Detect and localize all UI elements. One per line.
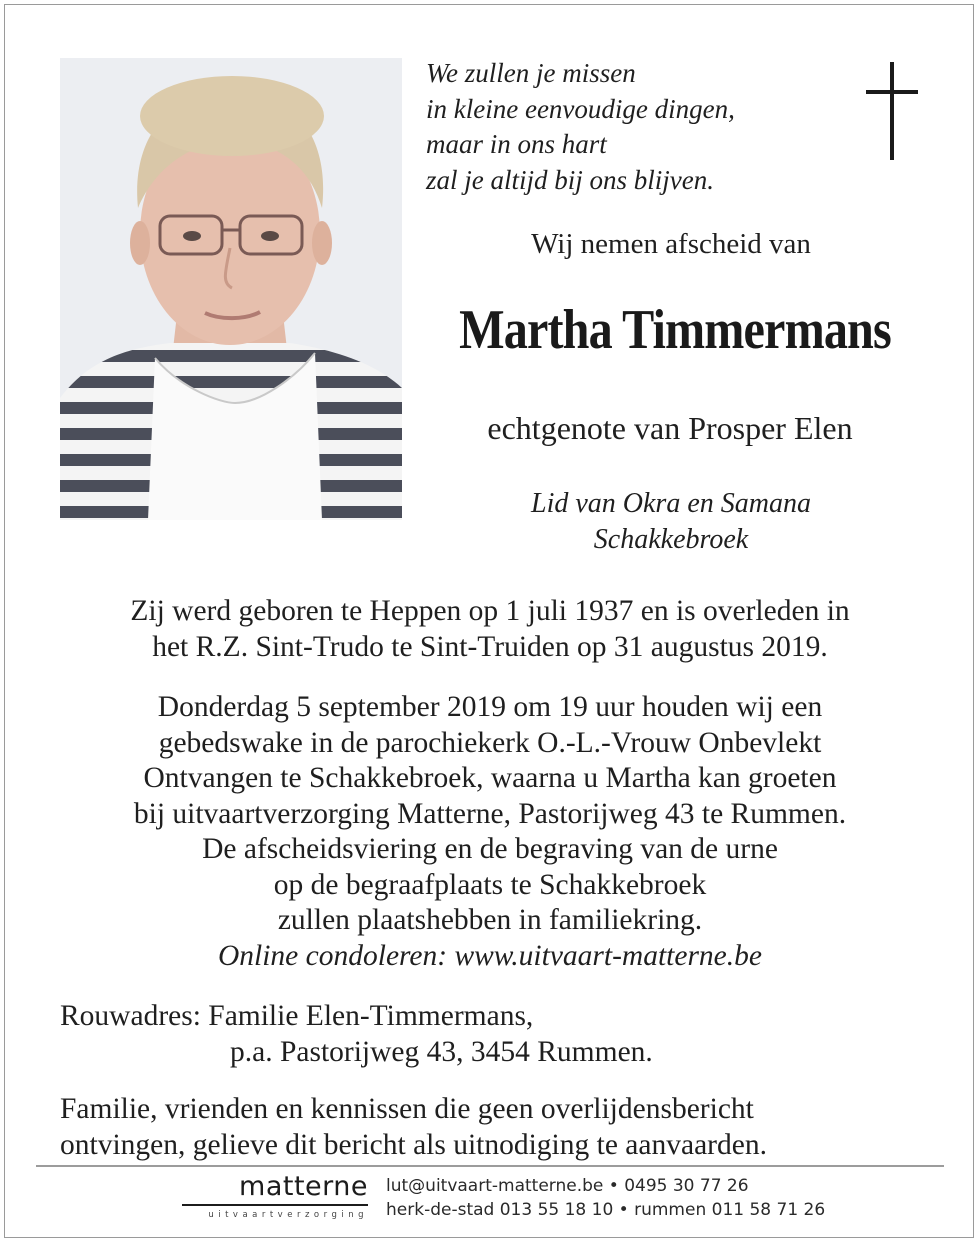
- portrait-illustration: [60, 58, 402, 520]
- cross-icon: [862, 62, 922, 160]
- paragraph-line: ontvingen, gelieve dit bericht als uitnodiging te aanvaarden.: [60, 1128, 767, 1161]
- poem-line: in kleine eenvoudige dingen,: [426, 93, 735, 124]
- closing-paragraph: [60, 1092, 767, 1163]
- membership-line: Lid van Okra en Samana: [531, 488, 811, 519]
- paragraph-line: Zij werd geboren te Heppen op 1 juli 1937 en is overleden in: [130, 595, 850, 627]
- poem-line: maar in ons hart: [426, 129, 607, 159]
- logo-subtitle: uitvaartverzorging: [208, 1210, 368, 1220]
- poem-line: zal je altijd bij ons blijven.: [426, 164, 714, 195]
- paragraph-line: Donderdag 5 september 2019 om 19 uur houden wij een: [157, 691, 823, 723]
- deceased-name: Martha Timmermans: [459, 299, 891, 361]
- paragraph-line: het R.Z. Sint-Trudo te Sint-Truiden op 31 augustus 2019.: [152, 630, 828, 663]
- contact-info: [386, 1174, 825, 1222]
- paragraph-line: gebedswake in de parochiekerk O.-L.-Vrouw Onbevlekt: [158, 726, 822, 759]
- membership-info: [426, 486, 916, 558]
- address-line: Rouwadres: Familie Elen-Timmermans,: [60, 1000, 534, 1032]
- poem-line: We zullen je missen: [426, 58, 636, 88]
- birth-death-paragraph: [40, 594, 940, 665]
- paragraph-line: op de begraafplaats te Schakkebroek: [273, 868, 707, 901]
- ceremony-paragraph: [40, 690, 940, 974]
- paragraph-line: zullen plaatshebben in familiekring.: [277, 904, 703, 936]
- contact-line[interactable]: lut@uitvaart-matterne.be • 0495 30 77 26: [386, 1176, 749, 1196]
- online-condolence-link[interactable]: Online condoleren: www.uitvaart-matterne.be: [217, 939, 762, 972]
- portrait-photo: [60, 58, 402, 520]
- contact-line: herk-de-stad 013 55 18 10 • rummen 011 58 71 26: [386, 1200, 826, 1220]
- paragraph-line: De afscheidsviering en de begraving van de urne: [202, 833, 778, 865]
- paragraph-line: Ontvangen te Schakkebroek, waarna u Martha kan groeten: [143, 762, 837, 794]
- logo-underline: [182, 1204, 368, 1206]
- address-line: p.a. Pastorijweg 43, 3454 Rummen.: [230, 1036, 653, 1068]
- paragraph-line: bij uitvaartverzorging Matterne, Pastorijweg 43 te Rummen.: [133, 797, 847, 830]
- mourning-address: [60, 998, 653, 1070]
- funeral-home-logo: [182, 1172, 368, 1222]
- memorial-poem: [426, 56, 846, 198]
- logo-name: matterne: [239, 1171, 368, 1202]
- membership-location: Schakkebroek: [593, 524, 749, 555]
- footer-divider: [36, 1165, 944, 1167]
- farewell-intro: Wij nemen afscheid van: [531, 228, 811, 260]
- spouse-line: echtgenote van Prosper Elen: [487, 410, 853, 446]
- paragraph-line: Familie, vrienden en kennissen die geen overlijdensbericht: [60, 1093, 754, 1125]
